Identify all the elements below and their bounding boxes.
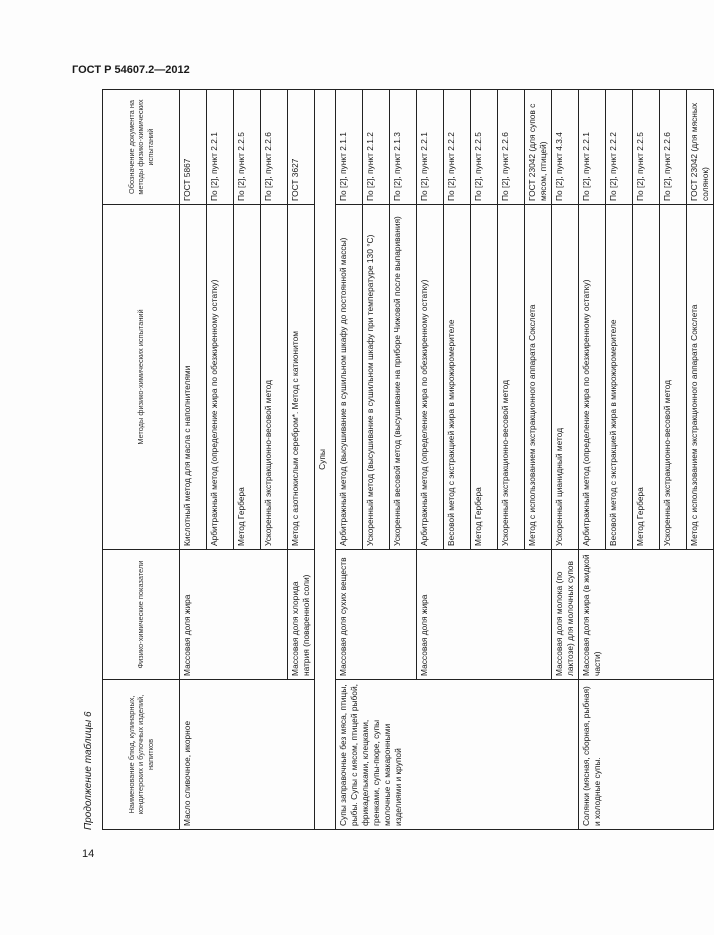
method-cell: Ускоренный экстракционно-весовой метод (498, 205, 525, 550)
column-header-document: Обозначение документа на методы физико-химических испытаний (103, 90, 180, 205)
method-cell: Ускоренный цианидный метод (552, 205, 579, 550)
document-cell: По [2], пункт 2.2.6 (261, 90, 288, 205)
method-cell: Метод с использованием экстракционного аппарата Сокслета (687, 205, 714, 550)
indicator-cell: Массовая доля жира (417, 550, 552, 680)
method-cell: Весовой метод с экстракцией жира в микрожиромерителе (606, 205, 633, 550)
table-continuation-caption: Продолжение таблицы 6 (83, 711, 94, 830)
table-row (336, 90, 363, 830)
method-cell: Метод Гербера (633, 205, 660, 550)
indicator-cell: Массовая доля хлорида натрия (поваренной соли) (288, 550, 315, 680)
method-cell: Весовой метод с экстракцией жира в микрожиромерителе (444, 205, 471, 550)
indicator-cell: Массовая доля молока (по лактозе) для молочных супов (552, 550, 579, 680)
document-cell: По [2], пункт 2.2.6 (498, 90, 525, 205)
document-cell: ГОСТ 23042 (для супов с мясом, птицей) (525, 90, 552, 205)
indicator-cell: Массовая доля жира (180, 550, 288, 680)
table-section-row (315, 90, 336, 830)
dish-cell: Солянки (мясная, сборная, рыбная) и холодные супы. (579, 680, 714, 830)
document-cell: По [2], пункт 4.3.4 (552, 90, 579, 205)
method-cell: Арбитражный метод (определение жира по обезжиренному остатку) (417, 205, 444, 550)
table-header-row (103, 90, 180, 830)
method-cell: Арбитражный метод (определение жира по обезжиренному остатку) (579, 205, 606, 550)
document-cell: По [2], пункт 2.1.1 (336, 90, 363, 205)
table-row (579, 90, 606, 830)
document-cell: ГОСТ 3627 (288, 90, 315, 205)
document-cell: По [2], пункт 2.1.2 (363, 90, 390, 205)
document-cell: По [2], пункт 2.2.5 (633, 90, 660, 205)
document-cell: По [2], пункт 2.2.5 (471, 90, 498, 205)
document-cell: ГОСТ 23042 (для мясных солянок) (687, 90, 714, 205)
methods-table (102, 89, 714, 830)
method-cell: Метод Гербера (471, 205, 498, 550)
indicator-cell: Массовая доля сухих веществ (336, 550, 417, 680)
document-cell: По [2], пункт 2.2.6 (660, 90, 687, 205)
table-row (180, 90, 207, 830)
document-cell: По [2], пункт 2.2.2 (444, 90, 471, 205)
method-cell: Арбитражный метод (высушивание в сушильном шкафу до постоянной массы) (336, 205, 363, 550)
method-cell: Ускоренный экстракционно-весовой метод (261, 205, 288, 550)
page-number: 14 (82, 848, 95, 860)
method-cell: Арбитражный метод (определение жира по обезжиренному остатку) (207, 205, 234, 550)
column-header-dish: Наименование блюд, кулинарных, кондитерских и булочных изделий, напитков (103, 680, 180, 830)
method-cell: Ускоренный экстракционно-весовой метод (660, 205, 687, 550)
document-cell: По [2], пункт 2.2.1 (207, 90, 234, 205)
document-cell: По [2], пункт 2.1.3 (390, 90, 417, 205)
method-cell: Ускоренный метод (высушивание в сушильном шкафу при температуре 130 °С) (363, 205, 390, 550)
method-cell: Метод с использованием экстракционного аппарата Сокслета (525, 205, 552, 550)
method-cell: Метод Гербера (234, 205, 261, 550)
method-cell: Кислотный метод для масла с наполнителями (180, 205, 207, 550)
column-header-indicator: Физико-химические показатели (103, 550, 180, 680)
section-title-soups: Супы (315, 90, 336, 830)
column-header-method: Методы физико-химических испытаний (103, 205, 180, 550)
method-cell: Метод с азотнокислым серебром*. Метод с катионитом (288, 205, 315, 550)
document-cell: ГОСТ 5867 (180, 90, 207, 205)
indicator-cell: Массовая доля жира (в жидкой части) (579, 550, 714, 680)
dish-cell: Супы заправочные без мяса, птицы, рыбы. Супы с мясом, птицей рыбой, фрикадельками, клецками, гренками, супы-пюре, супы молочные с макаронными изделиями и крупой (336, 680, 579, 830)
document-title: ГОСТ Р 54607.2—2012 (72, 64, 190, 76)
document-cell: По [2], пункт 2.2.1 (417, 90, 444, 205)
document-cell: По [2], пункт 2.2.5 (234, 90, 261, 205)
rotated-table-page (82, 90, 710, 830)
document-cell: По [2], пункт 2.2.2 (606, 90, 633, 205)
document-cell: По [2], пункт 2.2.1 (579, 90, 606, 205)
dish-cell: Масло сливочное, икорное (180, 680, 315, 830)
method-cell: Ускоренный весовой метод (высушивание на приборе Чижовой после выпаривания) (390, 205, 417, 550)
